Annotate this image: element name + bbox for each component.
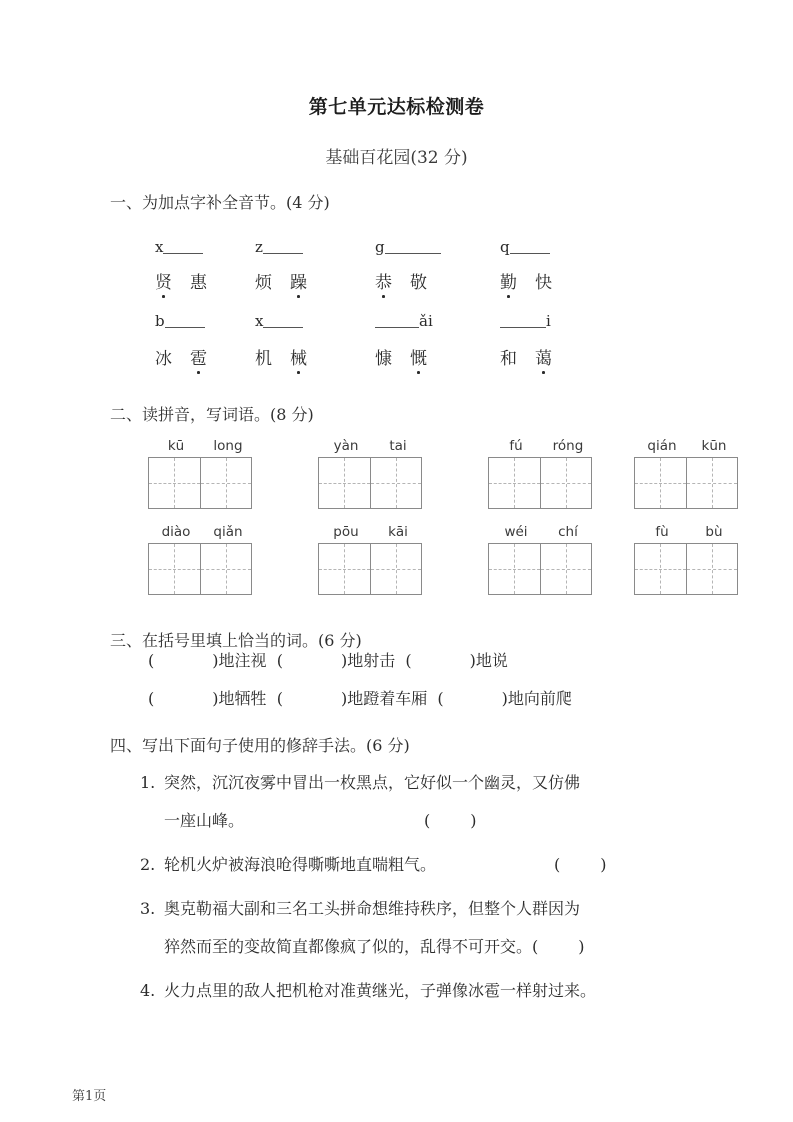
pinyin-writing-grid[interactable] [488, 524, 594, 595]
tianzige-box[interactable] [634, 457, 738, 509]
tianzige-box[interactable] [488, 457, 592, 509]
sentence-text: 猝然而至的变故简直都像疯了似的，乱得不可开交。 [164, 937, 533, 956]
character: 和 [500, 349, 517, 369]
dotted-character: 慨 [410, 344, 427, 369]
sentence-text: 一座山峰。 [164, 811, 245, 830]
spacer [267, 651, 277, 670]
character: 惠 [190, 273, 207, 293]
answer-bracket[interactable]: ( ) [424, 811, 477, 830]
pinyin-word [375, 268, 445, 293]
pinyin-syllable: chí [558, 524, 578, 540]
pinyin-syllable: diào [161, 524, 191, 540]
pinyin-word [500, 268, 570, 293]
dotted-character: 蔼 [535, 344, 552, 369]
tianzige-cell[interactable] [635, 544, 686, 594]
tianzige-cell[interactable] [489, 458, 540, 508]
page-footer: 第1页 [72, 1089, 107, 1104]
answer-bracket[interactable]: ( ) [276, 689, 348, 708]
bracket-suffix-text: 地牺牲 [218, 689, 267, 708]
sentence-line [140, 811, 477, 830]
pinyin-blank[interactable] [155, 238, 203, 256]
dotted-character: 躁 [290, 268, 307, 293]
fill-blank-row [148, 686, 572, 709]
pinyin-blank-suffix: ǎi [419, 312, 433, 330]
pinyin-word [375, 344, 445, 369]
character: 冰 [155, 349, 172, 369]
pinyin-word [255, 268, 325, 293]
pinyin-writing-grid[interactable] [318, 438, 424, 509]
tianzige-cell[interactable] [149, 458, 200, 508]
spacer [267, 689, 277, 708]
pinyin-blank-underline[interactable] [165, 314, 205, 328]
pinyin-word [155, 268, 225, 293]
tianzige-cell[interactable] [635, 458, 686, 508]
bracket-suffix-text: 地向前爬 [507, 689, 572, 708]
pinyin-syllable: bù [705, 524, 723, 540]
tianzige-cell[interactable] [319, 544, 370, 594]
grid-pinyin-label [148, 524, 254, 540]
tianzige-cell[interactable] [370, 458, 421, 508]
pinyin-blank-prefix: b [155, 312, 165, 330]
pinyin-blank[interactable] [255, 312, 303, 330]
pinyin-blank[interactable] [500, 238, 550, 256]
bracket-suffix-text: 地射击 [347, 651, 396, 670]
pinyin-syllable: kūn [701, 438, 727, 454]
tianzige-cell[interactable] [200, 544, 251, 594]
pinyin-syllable: wéi [504, 524, 528, 540]
bracket-suffix-text: 地蹬着车厢 [347, 689, 428, 708]
character: 烦 [255, 273, 272, 293]
pinyin-writing-grid[interactable] [318, 524, 424, 595]
pinyin-syllable: long [213, 438, 243, 454]
page-title: 第七单元达标检测卷 [308, 96, 485, 118]
tianzige-box[interactable] [318, 543, 422, 595]
grid-pinyin-label [318, 438, 424, 454]
question-heading-four: 四、写出下面句子使用的修辞手法。(6 分) [110, 736, 410, 755]
pinyin-writing-grid[interactable] [634, 438, 740, 509]
pinyin-blank-underline[interactable] [263, 314, 303, 328]
pinyin-syllable: róng [552, 438, 584, 454]
tianzige-cell[interactable] [540, 544, 591, 594]
sentence-text: 突然，沉沉夜雾中冒出一枚黑点，它好似一个幽灵，又仿佛 [164, 773, 581, 792]
grid-pinyin-label [634, 524, 740, 540]
spacer [427, 689, 437, 708]
question-heading-three: 三、在括号里填上恰当的词。(6 分) [110, 631, 362, 650]
pinyin-blank-prefix: x [155, 238, 164, 256]
pinyin-blank[interactable] [500, 312, 551, 330]
sentence-line [140, 855, 607, 874]
pinyin-syllable: tai [389, 438, 407, 454]
sentence-line [140, 981, 596, 1000]
pinyin-blank-underline[interactable] [263, 240, 303, 254]
pinyin-blank[interactable] [155, 312, 205, 330]
pinyin-blank-prefix: q [500, 238, 510, 256]
dotted-character: 恭 [375, 268, 392, 293]
pinyin-blank[interactable] [255, 238, 303, 256]
tianzige-cell[interactable] [686, 544, 737, 594]
question-number: 2. [140, 855, 156, 874]
pinyin-syllable: qián [647, 438, 677, 454]
pinyin-blank[interactable] [375, 238, 441, 256]
bracket-suffix-text: 地说 [475, 651, 508, 670]
pinyin-blank-underline[interactable] [163, 240, 203, 254]
character: 快 [535, 273, 552, 293]
grid-pinyin-label [148, 438, 254, 454]
question-number: 4. [140, 981, 156, 1000]
dotted-character: 贤 [155, 268, 172, 293]
pinyin-blank-prefix: x [255, 312, 264, 330]
dotted-character: 械 [290, 344, 307, 369]
pinyin-blank-suffix: i [546, 312, 551, 330]
pinyin-blank-underline[interactable] [385, 240, 441, 254]
spacer [395, 651, 405, 670]
sentence-text: 轮机火炉被海浪呛得嘶嘶地直喘粗气。 [164, 855, 437, 874]
sentence-line [140, 937, 585, 956]
pinyin-syllable: kāi [388, 524, 408, 540]
sentence-line [140, 899, 580, 918]
pinyin-word [255, 344, 325, 369]
bracket-suffix-text: 地注视 [218, 651, 267, 670]
pinyin-word [155, 344, 225, 369]
pinyin-syllable: fù [655, 524, 669, 540]
tianzige-box[interactable] [634, 543, 738, 595]
character: 机 [255, 349, 272, 369]
pinyin-syllable: kū [167, 438, 185, 454]
tianzige-cell[interactable] [540, 458, 591, 508]
tianzige-cell[interactable] [686, 458, 737, 508]
answer-bracket[interactable]: ( ) [405, 651, 476, 670]
grid-pinyin-label [488, 438, 594, 454]
sentence-text: 火力点里的敌人把机枪对准黄继光，子弹像冰雹一样射过来。 [164, 981, 597, 1000]
pinyin-writing-grid[interactable] [148, 524, 254, 595]
pinyin-syllable: pōu [333, 524, 359, 540]
character: 敬 [410, 273, 427, 293]
question-heading-one: 一、为加点字补全音节。(4 分) [110, 193, 330, 212]
pinyin-writing-grid[interactable] [488, 438, 594, 509]
pinyin-syllable: qiǎn [213, 524, 243, 540]
pinyin-blank-prefix: g [375, 238, 385, 256]
answer-bracket[interactable]: ( ) [148, 651, 219, 670]
answer-bracket[interactable]: ( ) [437, 689, 508, 708]
sentence-text: 奥克勒福大副和三名工头拼命想维持秩序，但整个人群因为 [164, 899, 581, 918]
pinyin-word [500, 344, 570, 369]
grid-pinyin-label [634, 438, 740, 454]
tianzige-box[interactable] [148, 543, 252, 595]
tianzige-box[interactable] [318, 457, 422, 509]
answer-bracket[interactable]: ( ) [532, 937, 585, 956]
pinyin-blank-prefix: z [255, 238, 263, 256]
tianzige-cell[interactable] [489, 544, 540, 594]
grid-pinyin-label [488, 524, 594, 540]
answer-bracket[interactable]: ( ) [148, 689, 219, 708]
pinyin-blank-underline[interactable] [375, 314, 419, 328]
pinyin-syllable: fú [509, 438, 523, 454]
fill-blank-row [148, 648, 508, 671]
tianzige-box[interactable] [148, 457, 252, 509]
pinyin-writing-grid[interactable] [148, 438, 254, 509]
question-heading-two: 二、读拼音，写词语。(8 分) [110, 405, 314, 424]
dotted-character: 勤 [500, 268, 517, 293]
dotted-character: 雹 [190, 344, 207, 369]
pinyin-blank-underline[interactable] [510, 240, 550, 254]
question-number: 1. [140, 773, 156, 792]
tianzige-box[interactable] [488, 543, 592, 595]
pinyin-blank-underline[interactable] [500, 314, 546, 328]
tianzige-cell[interactable] [149, 544, 200, 594]
grid-pinyin-label [318, 524, 424, 540]
sentence-line [140, 773, 580, 792]
section-title: 基础百花园(32 分) [325, 148, 468, 168]
tianzige-cell[interactable] [200, 458, 251, 508]
tianzige-cell[interactable] [370, 544, 421, 594]
pinyin-syllable: yàn [333, 438, 359, 454]
answer-bracket[interactable]: ( ) [554, 855, 607, 874]
answer-bracket[interactable]: ( ) [276, 651, 348, 670]
question-number: 3. [140, 899, 156, 918]
character: 慷 [375, 349, 392, 369]
pinyin-writing-grid[interactable] [634, 524, 740, 595]
tianzige-cell[interactable] [319, 458, 370, 508]
pinyin-blank[interactable] [375, 312, 433, 330]
